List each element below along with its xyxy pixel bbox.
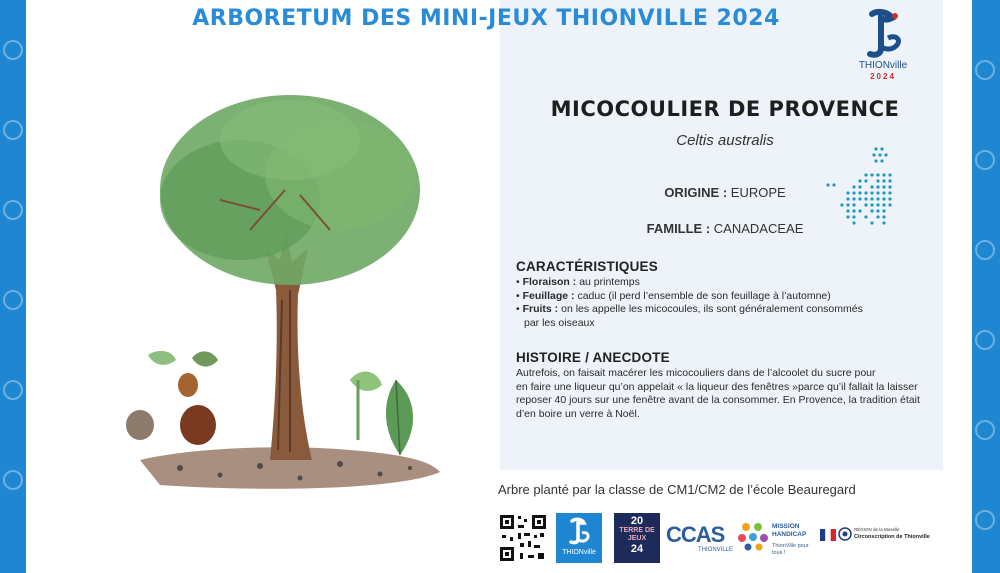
- family-value: CANADACEAE: [713, 221, 804, 236]
- page-title: ARBORETUM DES MINI-JEUX THIONVILLE 2024: [192, 6, 780, 31]
- education-seal-icon: [838, 527, 852, 541]
- history-title: HISTOIRE / ANECDOTE: [516, 350, 670, 365]
- circonscription-logo: RÉGION de la Moselle Circonscription de Thionville: [820, 513, 938, 563]
- sport-icon: [3, 200, 23, 220]
- planted-by-text: Arbre planté par la classe de CM1/CM2 de l’école Beauregard: [498, 482, 856, 497]
- french-flag-icon: [820, 529, 836, 541]
- origin-row: [600, 185, 850, 200]
- logo-year-text: 2024: [870, 72, 896, 81]
- family-row: [600, 221, 850, 236]
- ccas-logo: CCAS THIONVILLE: [666, 522, 734, 553]
- characteristics-list: [516, 276, 916, 330]
- history-text: Autrefois, on faisait macérer les micocouliers dans de l’alcoolet du sucre pour en faire une liqueur qu’on appelait « la liqueur des fenêtres »parce qu’il fallait la laisser reposer 40 jours sur une fenêtre avant de la consommer. En Provence, la tradition était d’en boire un verre à Noël.: [516, 367, 920, 420]
- mission-handicap-dots-icon: [738, 521, 768, 551]
- sport-icon: [3, 120, 23, 140]
- partner-logos: [498, 513, 938, 563]
- mission-handicap-logo: MISSION HANDICAP ThionVille pour tous !: [738, 513, 816, 563]
- origin-label: ORIGINE :: [664, 185, 728, 200]
- list-item: • Floraison : au printemps: [516, 276, 640, 288]
- list-item: • Fruits : on les appelle les micocoules, ils sont généralement consommés: [516, 303, 863, 315]
- list-item: • Feuillage : caduc (il perd l’ensemble de son feuillage à l’automne): [516, 289, 831, 302]
- terre-de-jeux-logo: 20 TERRE DE JEUX 24: [614, 513, 660, 563]
- sport-icon: [975, 240, 995, 260]
- sport-icon: [975, 420, 995, 440]
- sport-icon: [975, 150, 995, 170]
- thionville-logo: THIONville: [556, 513, 602, 563]
- sport-icon: [3, 470, 23, 490]
- tree-latin-name: Celtis australis: [676, 132, 774, 149]
- origin-value: EUROPE: [730, 185, 786, 200]
- sport-icon: [975, 330, 995, 350]
- family-label: FAMILLE :: [646, 221, 711, 236]
- sport-icon: [975, 60, 995, 80]
- thionville-emblem-icon: [556, 513, 602, 549]
- logo-city-text: THIONville: [858, 60, 908, 71]
- sport-icon: [3, 380, 23, 400]
- characteristics-title: CARACTÉRISTIQUES: [516, 259, 658, 274]
- sport-icon: [3, 290, 23, 310]
- tree-drawing-illustration: [100, 80, 480, 520]
- fruits-continuation: par les oiseaux: [524, 316, 595, 329]
- right-border: [972, 0, 1000, 573]
- europe-map-icon: [822, 145, 898, 235]
- qr-code-icon[interactable]: [498, 513, 548, 563]
- thionville-emblem-icon: [848, 8, 918, 60]
- thionville-2024-logo: [848, 8, 918, 84]
- sport-icon: [975, 510, 995, 530]
- tree-name: MICOCOULIER DE PROVENCE: [550, 97, 900, 121]
- left-border: [0, 0, 26, 573]
- sport-icon: [3, 40, 23, 60]
